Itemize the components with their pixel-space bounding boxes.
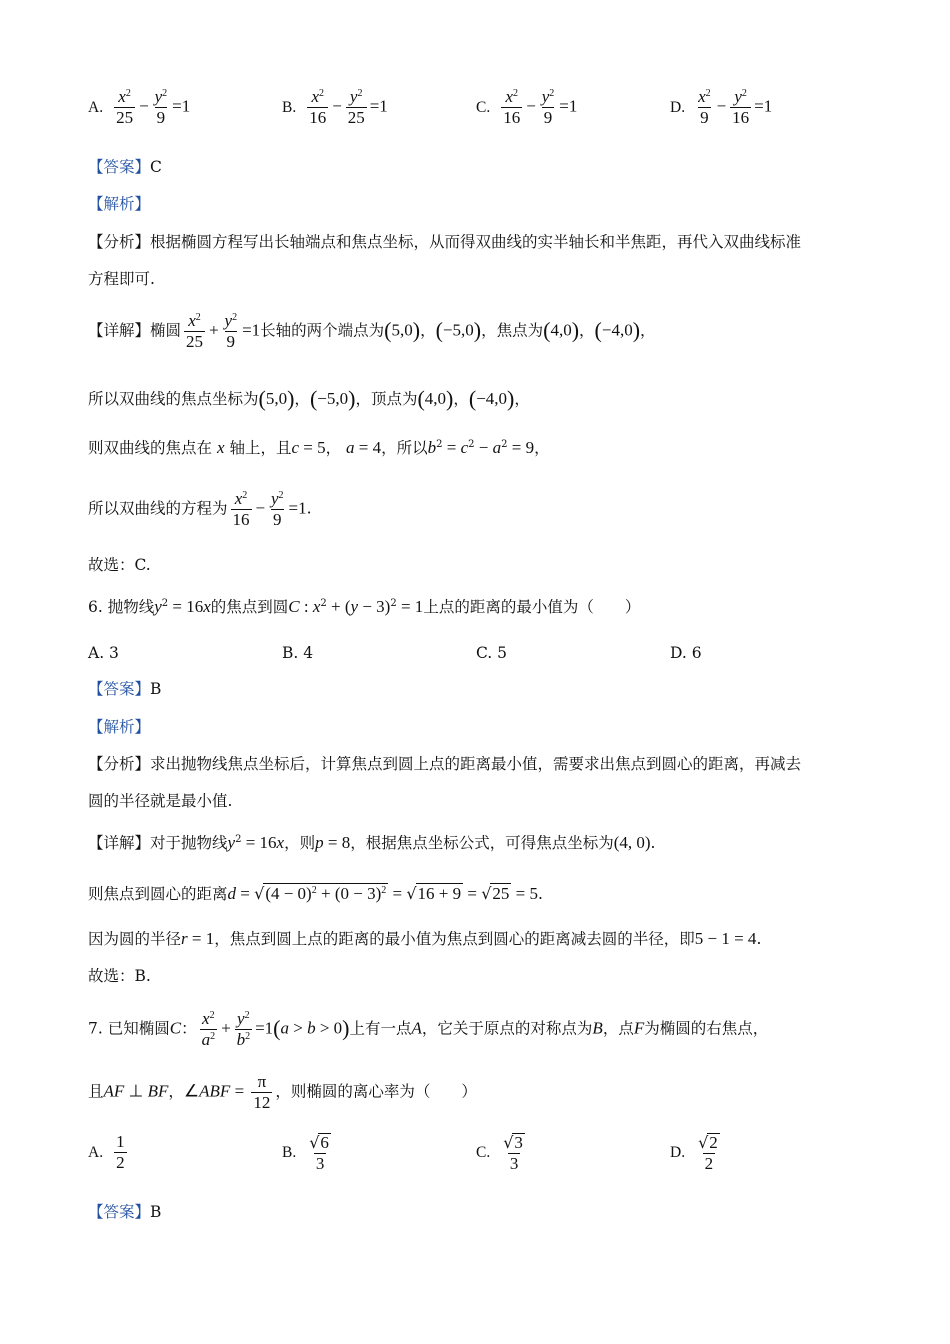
q6-option-a: A. 3 xyxy=(88,644,119,662)
q7-option-a: A. $\frac{1}{2}$ xyxy=(88,1132,125,1172)
q5-detail-3: 则双曲线的焦点在 x 轴上，且c = 5， a = 4，所以$b^2 = c^2 - a^2 = 9$， xyxy=(88,438,550,457)
q5-answer: 【答案】C xyxy=(88,158,162,176)
q6-detail-2: 则焦点到圆心的距离$d = √(4 - 0)^2 + (0 - 3)^2 = √16 + 9 = √25 = 5$. xyxy=(88,884,543,903)
q7-option-c: C. $\frac{√3}{3}$ xyxy=(476,1133,523,1173)
q7-option-d: D. $\frac{√2}{2}$ xyxy=(670,1133,718,1173)
q7-stem-2: 且AF ⊥ BF，∠ABF = $\frac{\pi}{12}$ ，则椭圆的离心率为（ ） xyxy=(88,1072,477,1112)
q5-analysis-heading: 【解析】 xyxy=(88,195,151,213)
q6-detail-3: 因为圆的半径r = 1，焦点到圆上点的距离的最小值为焦点到圆心的距离减去圆的半径，即5 − 1 = 4. xyxy=(88,929,762,948)
q5-option-b: B. $\frac{x^2}{16}$ − $\frac{y^2}{25}$ =1 xyxy=(282,87,388,127)
q6-analysis-heading: 【解析】 xyxy=(88,718,151,736)
q7-stem: 7. 已知椭圆C： $\frac{x^2}{a^2}$ + $\frac{y^2}{b^2}$ =1(a > b > 0)上有一点A，它关于原点的对称点为B，点F为椭圆的右焦点， xyxy=(88,1009,769,1049)
q6-detail-1: 【详解】对于抛物线$y^2 = 16x$，则p = 8，根据焦点坐标公式，可得焦点坐标为(4, 0). xyxy=(88,833,656,852)
q6-stem: 6. 抛物线$y^2 = 16x$的焦点到圆C : $x^2 + (y - 3)^2 = 1$上点的距离的最小值为（ ） xyxy=(88,597,641,616)
q5-fenxi: 【分析】根据椭圆方程写出长轴端点和焦点坐标，从而得双曲线的实半轴长和半焦距，再代入双曲线标准 xyxy=(88,233,802,251)
q5-option-d: D. $\frac{x^2}{9}$ − $\frac{y^2}{16}$ =1 xyxy=(670,87,773,127)
q5-conclusion: 故选：C. xyxy=(88,556,151,574)
q6-conclusion: 故选：B. xyxy=(88,967,151,985)
q7-option-b: B. $\frac{√6}{3}$ xyxy=(282,1133,329,1173)
q5-fenxi-cont: 方程即可. xyxy=(88,270,155,288)
q6-option-d: D. 6 xyxy=(670,644,702,662)
q7-answer: 【答案】B xyxy=(88,1203,162,1221)
q5-detail-1: 【详解】椭圆 $\frac{x^2}{25}$ + $\frac{y^2}{9}$ =1长轴的两个端点为(5,0)，(−5,0)，焦点为(4,0)，(−4,0)， xyxy=(88,311,656,351)
q5-detail-2: 所以双曲线的焦点坐标为(5,0)，(−5,0)，顶点为(4,0)，(−4,0)， xyxy=(88,386,530,411)
q6-answer: 【答案】B xyxy=(88,680,162,698)
q5-detail-4: 所以双曲线的方程为 $\frac{x^2}{16}$ − $\frac{y^2}{9}$ =1. xyxy=(88,489,312,529)
q6-fenxi-cont: 圆的半径就是最小值. xyxy=(88,792,233,810)
q6-fenxi: 【分析】求出抛物线焦点坐标后，计算焦点到圆上点的距离最小值，需要求出焦点到圆心的距离，再减去 xyxy=(88,755,802,773)
q5-option-a: A. $\frac{x^2}{25}$ − $\frac{y^2}{9}$ =1 xyxy=(88,87,191,127)
q6-option-b: B. 4 xyxy=(282,644,314,662)
q5-option-c: C. $\frac{x^2}{16}$ − $\frac{y^2}{9}$ =1 xyxy=(476,87,578,127)
q6-option-c: C. 5 xyxy=(476,644,508,662)
